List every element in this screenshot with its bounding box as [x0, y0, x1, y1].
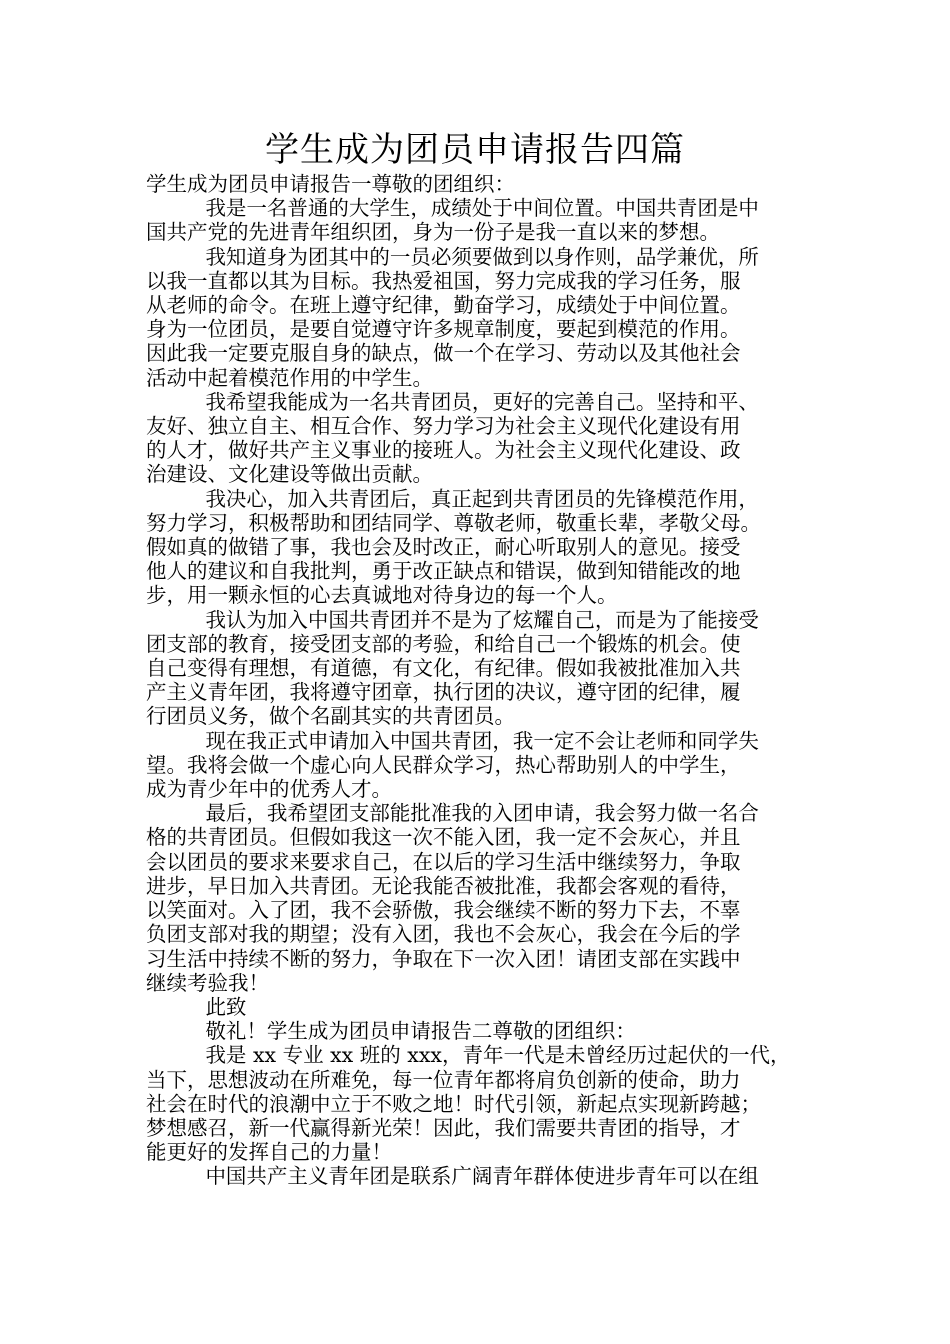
text-line: 敬礼！学生成为团员申请报告二尊敬的团组织：	[205, 1019, 636, 1044]
paragraph	[146, 801, 808, 995]
paragraph	[146, 608, 808, 729]
text-line: 治建设、文化建设等做出贡献。	[146, 462, 433, 487]
text-line: 此致	[205, 994, 247, 1019]
text-line: 产主义青年团，我将遵守团章，执行团的决议，遵守团的纪律，履	[146, 680, 741, 705]
text-line: 习生活中持续不断的努力，争取在下一次入团！请团支部在实践中	[146, 946, 741, 971]
paragraph	[146, 196, 808, 244]
text-line: 负团支部对我的期望；没有入团，我也不会灰心，我会在今后的学	[146, 922, 741, 947]
text-line: 的人才，做好共产主义事业的接班人。为社会主义现代化建设、政	[146, 438, 741, 463]
text-line: 因此我一定要克服自身的缺点，做一个在学习、劳动以及其他社会	[146, 341, 741, 366]
paragraph	[146, 1019, 808, 1043]
text-line: 行团员义务，做个名副其实的共青团员。	[146, 704, 515, 729]
text-line: 以笑面对。入了团，我不会骄傲，我会继续不断的努力下去，不辜	[146, 898, 741, 923]
text-line: 身为一位团员，是要自觉遵守许多规章制度，要起到模范的作用。	[146, 317, 741, 342]
document-body	[146, 172, 808, 1189]
text-line: 活动中起着模范作用的中学生。	[146, 365, 433, 390]
paragraph	[146, 1164, 808, 1188]
text-line: 假如真的做错了事，我也会及时改正，耐心听取别人的意见。接受	[146, 535, 741, 560]
text-line: 我决心，加入共青团后，真正起到共青团员的先锋模范作用，	[205, 486, 759, 511]
text-line: 我是 xx 专业 xx 班的 xxx，青年一代是未曾经历过起伏的一代，	[205, 1043, 791, 1068]
text-line: 成为青少年中的优秀人才。	[146, 777, 392, 802]
text-line: 社会在时代的浪潮中立于不败之地！时代引领，新起点实现新跨越；	[146, 1091, 761, 1116]
text-line: 他人的建议和自我批判，勇于改正缺点和错误，做到知错能改的地	[146, 559, 741, 584]
text-line: 以我一直都以其为目标。我热爱祖国，努力完成我的学习任务，服	[146, 268, 741, 293]
paragraph	[146, 1043, 808, 1164]
text-line: 当下，思想波动在所难免，每一位青年都将肩负创新的使命，助力	[146, 1067, 741, 1092]
text-line: 学生成为团员申请报告一尊敬的团组织：	[146, 172, 515, 196]
text-line: 能更好的发挥自己的力量！	[146, 1140, 392, 1165]
text-line: 继续考验我！	[146, 970, 269, 995]
paragraph	[146, 995, 808, 1019]
document-title: 学生成为团员申请报告四篇	[265, 130, 685, 170]
text-line: 自己变得有理想，有道德，有文化，有纪律。假如我被批准加入共	[146, 656, 741, 681]
text-line: 我希望我能成为一名共青团员，更好的完善自己。坚持和平、	[205, 389, 759, 414]
paragraph	[146, 487, 808, 608]
text-line: 我是一名普通的大学生，成绩处于中间位置。中国共青团是中	[205, 196, 759, 221]
text-line: 我认为加入中国共青团并不是为了炫耀自己，而是为了能接受	[205, 607, 759, 632]
text-line: 格的共青团员。但假如我这一次不能入团，我一定不会灰心，并且	[146, 825, 741, 850]
text-line: 进步，早日加入共青团。无论我能否被批准，我都会客观的看待，	[146, 873, 741, 898]
paragraph	[146, 172, 808, 196]
text-line: 最后，我希望团支部能批准我的入团申请，我会努力做一名合	[205, 801, 759, 826]
text-line: 友好、独立自主、相互合作、努力学习为社会主义现代化建设有用	[146, 414, 741, 439]
text-line: 现在我正式申请加入中国共青团，我一定不会让老师和同学失	[205, 728, 759, 753]
text-line: 中国共产主义青年团是联系广阔青年群体使进步青年可以在组	[205, 1164, 759, 1189]
text-line: 团支部的教育，接受团支部的考验，和给自己一个锻炼的机会。使	[146, 631, 741, 656]
text-line: 会以团员的要求来要求自己，在以后的学习生活中继续努力，争取	[146, 849, 741, 874]
text-line: 步，用一颗永恒的心去真诚地对待身边的每一个人。	[146, 583, 618, 608]
text-line: 我知道身为团其中的一员必须要做到以身作则，品学兼优，所	[205, 244, 759, 269]
paragraph	[146, 390, 808, 487]
text-line: 望。我将会做一个虚心向人民群众学习，热心帮助别人的中学生，	[146, 752, 741, 777]
text-line: 从老师的命令。在班上遵守纪律，勤奋学习，成绩处于中间位置。	[146, 293, 741, 318]
paragraph	[146, 729, 808, 802]
text-line: 梦想感召，新一代赢得新光荣！因此，我们需要共青团的指导，才	[146, 1115, 741, 1140]
text-line: 国共产党的先进青年组织团，身为一份子是我一直以来的梦想。	[146, 220, 720, 245]
text-line: 努力学习，积极帮助和团结同学、尊敬老师，敬重长辈，孝敬父母。	[146, 510, 761, 535]
paragraph	[146, 245, 808, 390]
